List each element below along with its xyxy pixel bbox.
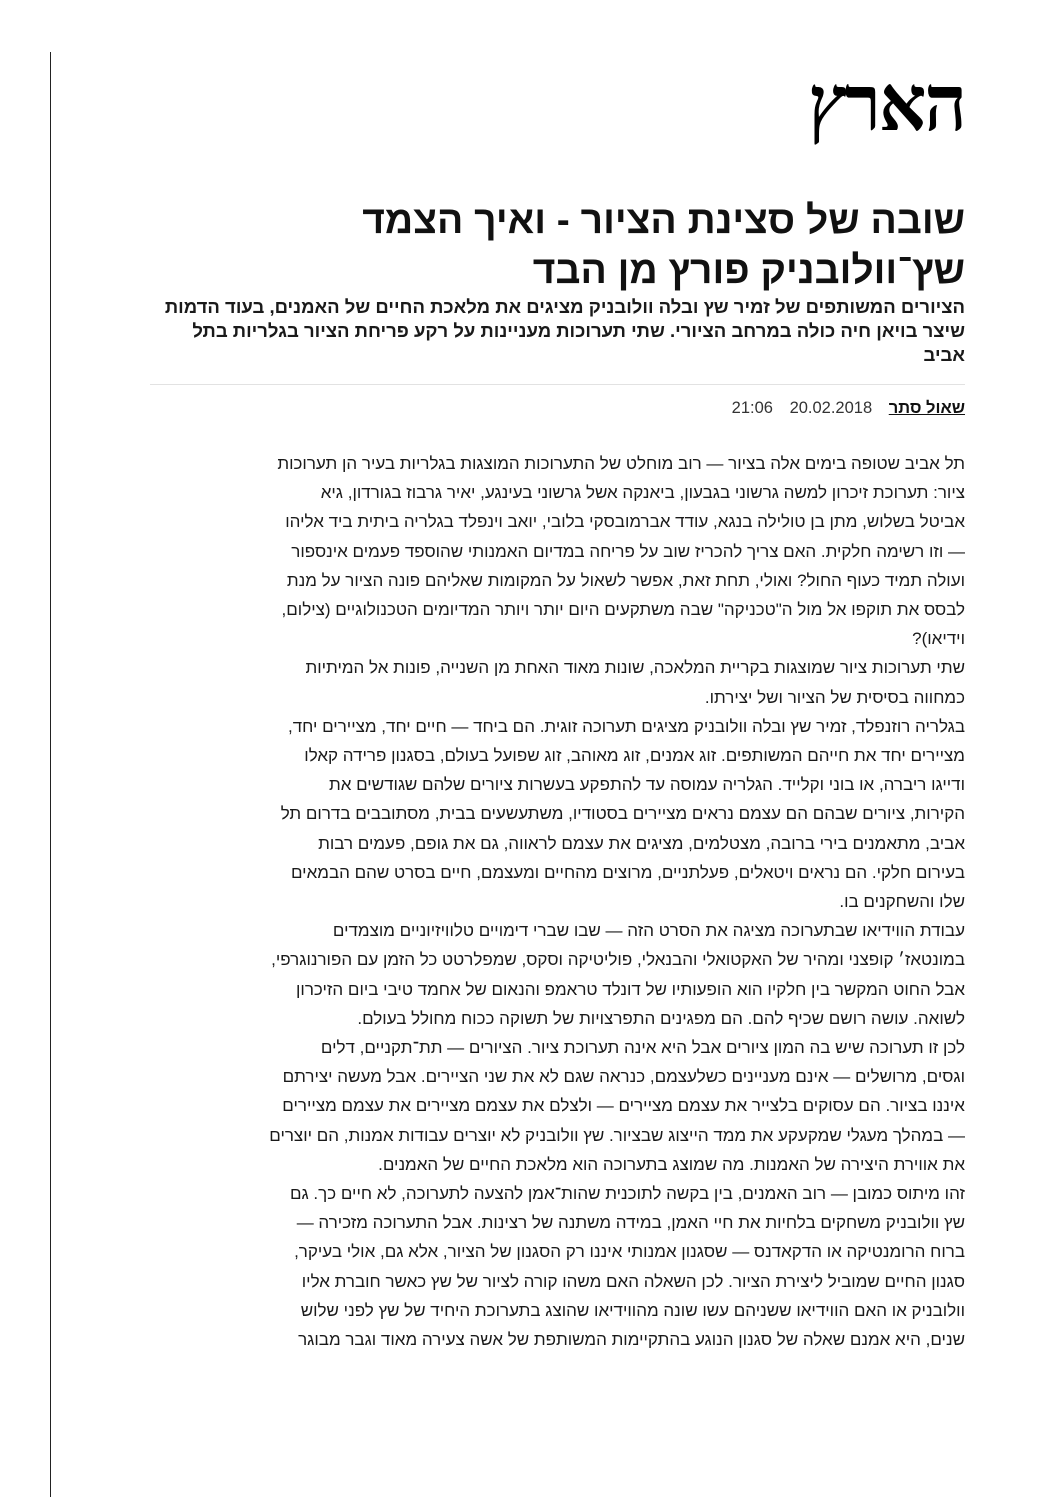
body-line: ברוח הרומנטיקה או הדקאדנס — שסגנון אמנותי איננו רק הסגנון של הציור, אלא גם, אולי בעיקר, xyxy=(294,1242,965,1262)
body-line: הקירות, ציורים שבהם הם עצמם נראים מציירים בסטודיו, משתעשעים בבית, מסתובבים בדרום תל xyxy=(280,804,965,824)
author-link[interactable]: שאול סתר xyxy=(888,399,965,417)
body-line: כמחווה בסיסית של הציור ושל יצירתו. xyxy=(704,687,965,707)
body-line: שלו והשחקנים בו. xyxy=(839,892,965,912)
body-line: וגסים, מרושלים — אינם מעניינים כשלעצמם, כנראה שגם לא את שני הציירים. אבל מעשה יצירתם xyxy=(282,1067,965,1087)
body-line: במונטאז׳ קופצני ומהיר של האקטואלי והבנאלי, פוליטיקה וסקס, שמפלרטט כל הזמן עם הפורנוגרפי, xyxy=(271,950,965,970)
body-line: לשואה. עושה רושם שכיף להם. הם מפגינים התפרצויות של תשוקה ככוח מחולל בעולם. xyxy=(357,1008,965,1028)
body-line: בעירום חלקי. הם נראים ויטאלים, פעלתניים, מרוצים מהחיים ומעצמם, חיים בסרט שהם הבמאים xyxy=(290,862,965,882)
body-line: אבל החוט המקשר בין חלקיו הוא הופעותיו של דונלד טראמפ והנאום של אחמד טיבי ביום הזיכרון xyxy=(296,979,965,999)
body-line: תל אביב שטופה בימים אלה בציור — רוב מוחלט של התערוכות המוצגות בגלריות בעיר הן תערוכות xyxy=(277,454,965,473)
body-line: זהו מיתוס כמובן — רוב האמנים, בין בקשה לתוכנית שהות־אמן להצעה לתערוכה, לא חיים כך. גם xyxy=(289,1184,965,1204)
article-subheadline: הציורים המשותפים של זמיר שץ ובלה וולובניק מציגים את מלאכת החיים של האמנים, בעוד הדמות שיצר בויאן חיה כולה במרחב הציורי. שתי תערוכות מעניינות על רקע פריחת הציור בגלריות בתל אביב xyxy=(164,296,965,365)
publish-date: 20.02.2018 xyxy=(789,399,873,417)
body-line: סגנון החיים שמוביל ליצירת הציור. לכן השאלה האם משהו קורה לציור של שץ כאשר חוברת אליו xyxy=(301,1271,965,1291)
body-line: שתי תערוכות ציור שמוצגות בקריית המלאכה, שונות מאוד האחת מן השנייה, פונות אל המיתיות xyxy=(305,658,965,678)
publish-time: 21:06 xyxy=(731,399,773,417)
body-line: שץ וולובניק משחקים בלחיות את חיי האמן, במידה משתנה של רצינות. אבל התערוכה מזכירה — xyxy=(296,1213,965,1233)
body-line: — וזו רשימה חלקית. האם צריך להכריז שוב על פריחה במדיום האמנותי שהוספד פעמים אינספור xyxy=(291,541,965,561)
body-line: שנים, היא אמנם שאלה של סגנון הנוגע בהתקיימות המשותפת של אשה צעירה מאוד וגבר מבוגר xyxy=(298,1330,965,1350)
body-line: ודייגו ריברה, או בוני וקלייד. הגלריה עמוסה עד להתפקע בעשרות ציורים שלהם שגודשים את xyxy=(328,775,965,795)
body-line: אביב, מתאמנים בירי ברובה, מצטלמים, מציגים את עצמם לראווה, גם את גופם, פעמים רבות xyxy=(318,833,965,853)
body-line: ציור: תערוכת זיכרון למשה גרשוני בגבעון, ביאנקה אשל גרשוני בעינגע, יאיר גרבוז בגורדון, גיא xyxy=(320,483,965,503)
body-line: ועולה תמיד כעוף החול? ואולי, תחת זאת, אפשר לשאול על המקומות שאליהם פונה הציור על מנת xyxy=(286,570,965,590)
body-line: אביטל בשלוש, מתן בן טולילה בנגא, עודד אברמובסקי בלובי, יואב וינפלד בגלריה ביתית ביד אליהו xyxy=(285,512,965,532)
page-margin-rule xyxy=(50,52,51,1497)
body-line: את אווירת היצירה של האמנות. מה שמוצג בתערוכה הוא מלאכת החיים של האמנים. xyxy=(378,1154,965,1174)
body-line: עבודת הווידיאו שבתערוכה מציגה את הסרט הזה — שבו שברי דימויים טלוויזיוניים מוצמדים xyxy=(332,921,965,941)
body-line: איננו בציור. הם עסוקים בלצייר את עצמם מציירים — ולצלם את עצמם מציירים את עצמם מציירים xyxy=(282,1096,965,1116)
body-line: וידיאו)? xyxy=(912,629,965,649)
body-line: לכן זו תערוכה שיש בה המון ציורים אבל היא אינה תערוכת ציור. הציורים — תת־תקניים, דלים xyxy=(320,1038,965,1058)
article-body xyxy=(150,449,965,1354)
body-line: — במהלך מעגלי שמקעקע את ממד הייצוג שבציור. שץ וולובניק לא יוצרים עבודות אמנות, הם יוצרים xyxy=(269,1125,965,1145)
body-line: לבסס את תוקפו אל מול ה"טכניקה" שבה משתקעים היום יותר ויותר המדיומים הטכנולוגיים (צילום, xyxy=(281,600,965,620)
masthead-logo[interactable]: הארץ xyxy=(808,58,965,150)
article-headline: שובה של סצינת הציור - ואיך הצמד שץ־וולובניק פורץ מן הבד xyxy=(362,199,965,292)
body-line: מציירים יחד את חייהם המשותפים. זוג אמנים, זוג מאוהב, זוג שפועל בעולם, בסגנון פרידה קאלו xyxy=(304,746,965,766)
body-line: וולובניק או האם הווידיאו ששניהם עשו שונה מהווידיאו שהוצג בתערוכת היחיד של שץ לפני שלוש xyxy=(300,1300,965,1320)
body-line: בגלריה רוזנפלד, זמיר שץ ובלה וולובניק מציגים תערוכה זוגית. הם ביחד — חיים יחד, מציירים יחד, xyxy=(287,716,965,736)
byline xyxy=(150,384,965,420)
